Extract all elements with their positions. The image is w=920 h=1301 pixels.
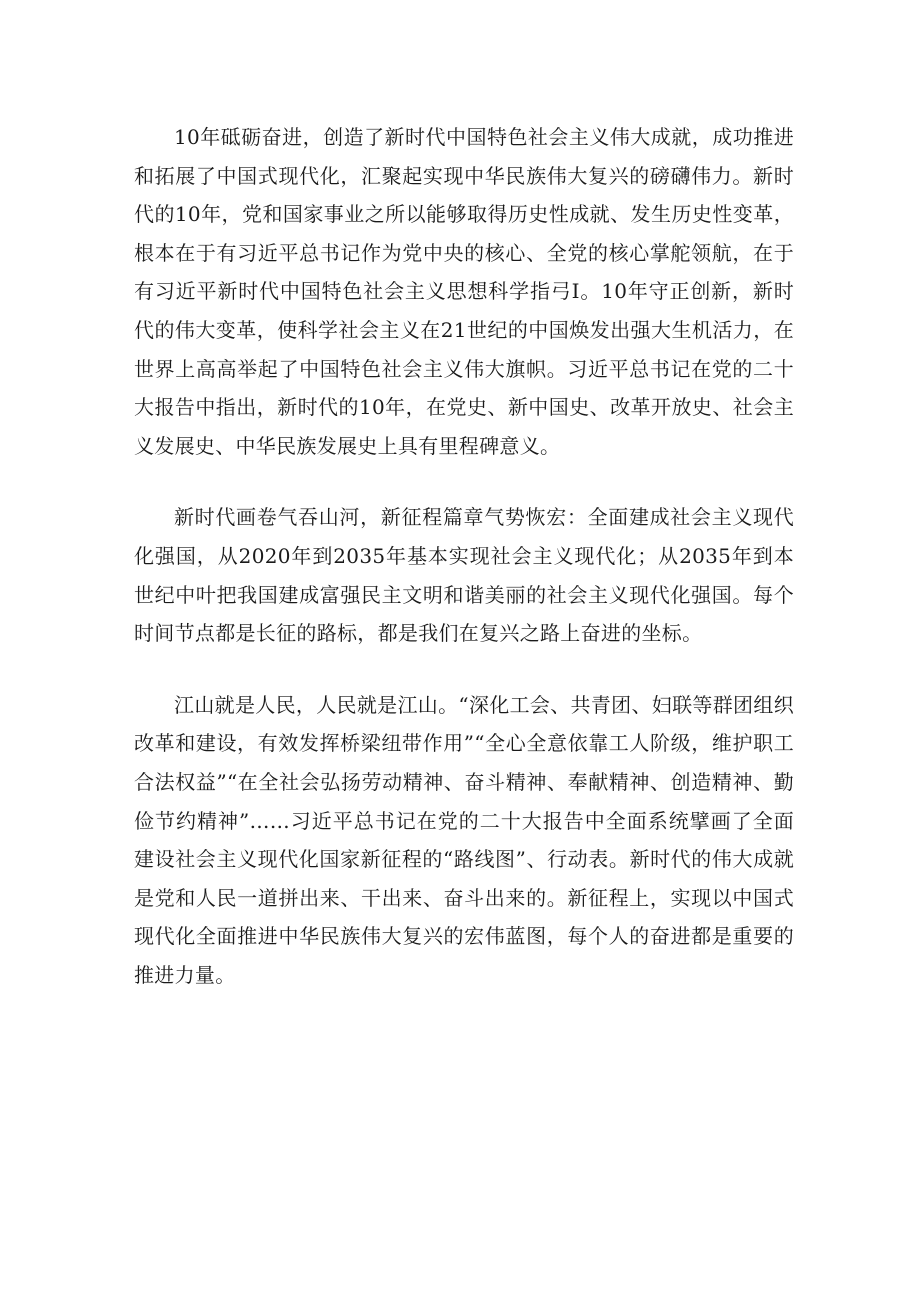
paragraph-2: 新时代画卷气吞山河，新征程篇章气势恢宏：全面建成社会主义现代化强国，从2020年到2035年基本实现社会主义现代化；从2035年到本世纪中叶把我国建成富强民主文明和谐美丽的社会主义现代化强国。每个时间节点都是长征的路标，都是我们在复兴之路上奋进的坐标。 <box>134 505 794 646</box>
document-body <box>134 118 794 994</box>
paragraph-1: 10年砥砺奋进，创造了新时代中国特色社会主义伟大成就，成功推进和拓展了中国式现代化，汇聚起实现中华民族伟大复兴的磅礴伟力。新时代的10年，党和国家事业之所以能够取得历史性成就、发生历史性变革，根本在于有习近平总书记作为党中央的核心、全党的核心掌舵领航，在于有习近平新时代中国特色社会主义思想科学指弓I。10年守正创新，新时代的伟大变革，使科学社会主义在21世纪的中国焕发出强大生机活力，在世界上高高举起了中国特色社会主义伟大旗帜。习近平总书记在党的二十大报告中指出，新时代的10年，在党史、新中国史、改革开放史、社会主义发展史、中华民族发展史上具有里程碑意义。 <box>134 125 794 458</box>
paragraph-3: 江山就是人民，人民就是江山。“深化工会、共青团、妇联等群团组织改革和建设，有效发挥桥梁纽带作用”“全心全意依靠工人阶级，维护职工合法权益”“在全社会弘扬劳动精神、奋斗精神、奉献精神、创造精神、勤俭节约精神”……习近平总书记在党的二十大报告中全面系统擘画了全面建设社会主义现代化国家新征程的“路线图”、行动表。新时代的伟大成就是党和人民一道拼出来、干出来、奋斗出来的。新征程上，实现以中国式现代化全面推进中华民族伟大复兴的宏伟蓝图，每个人的奋进都是重要的推进力量。 <box>134 692 794 987</box>
